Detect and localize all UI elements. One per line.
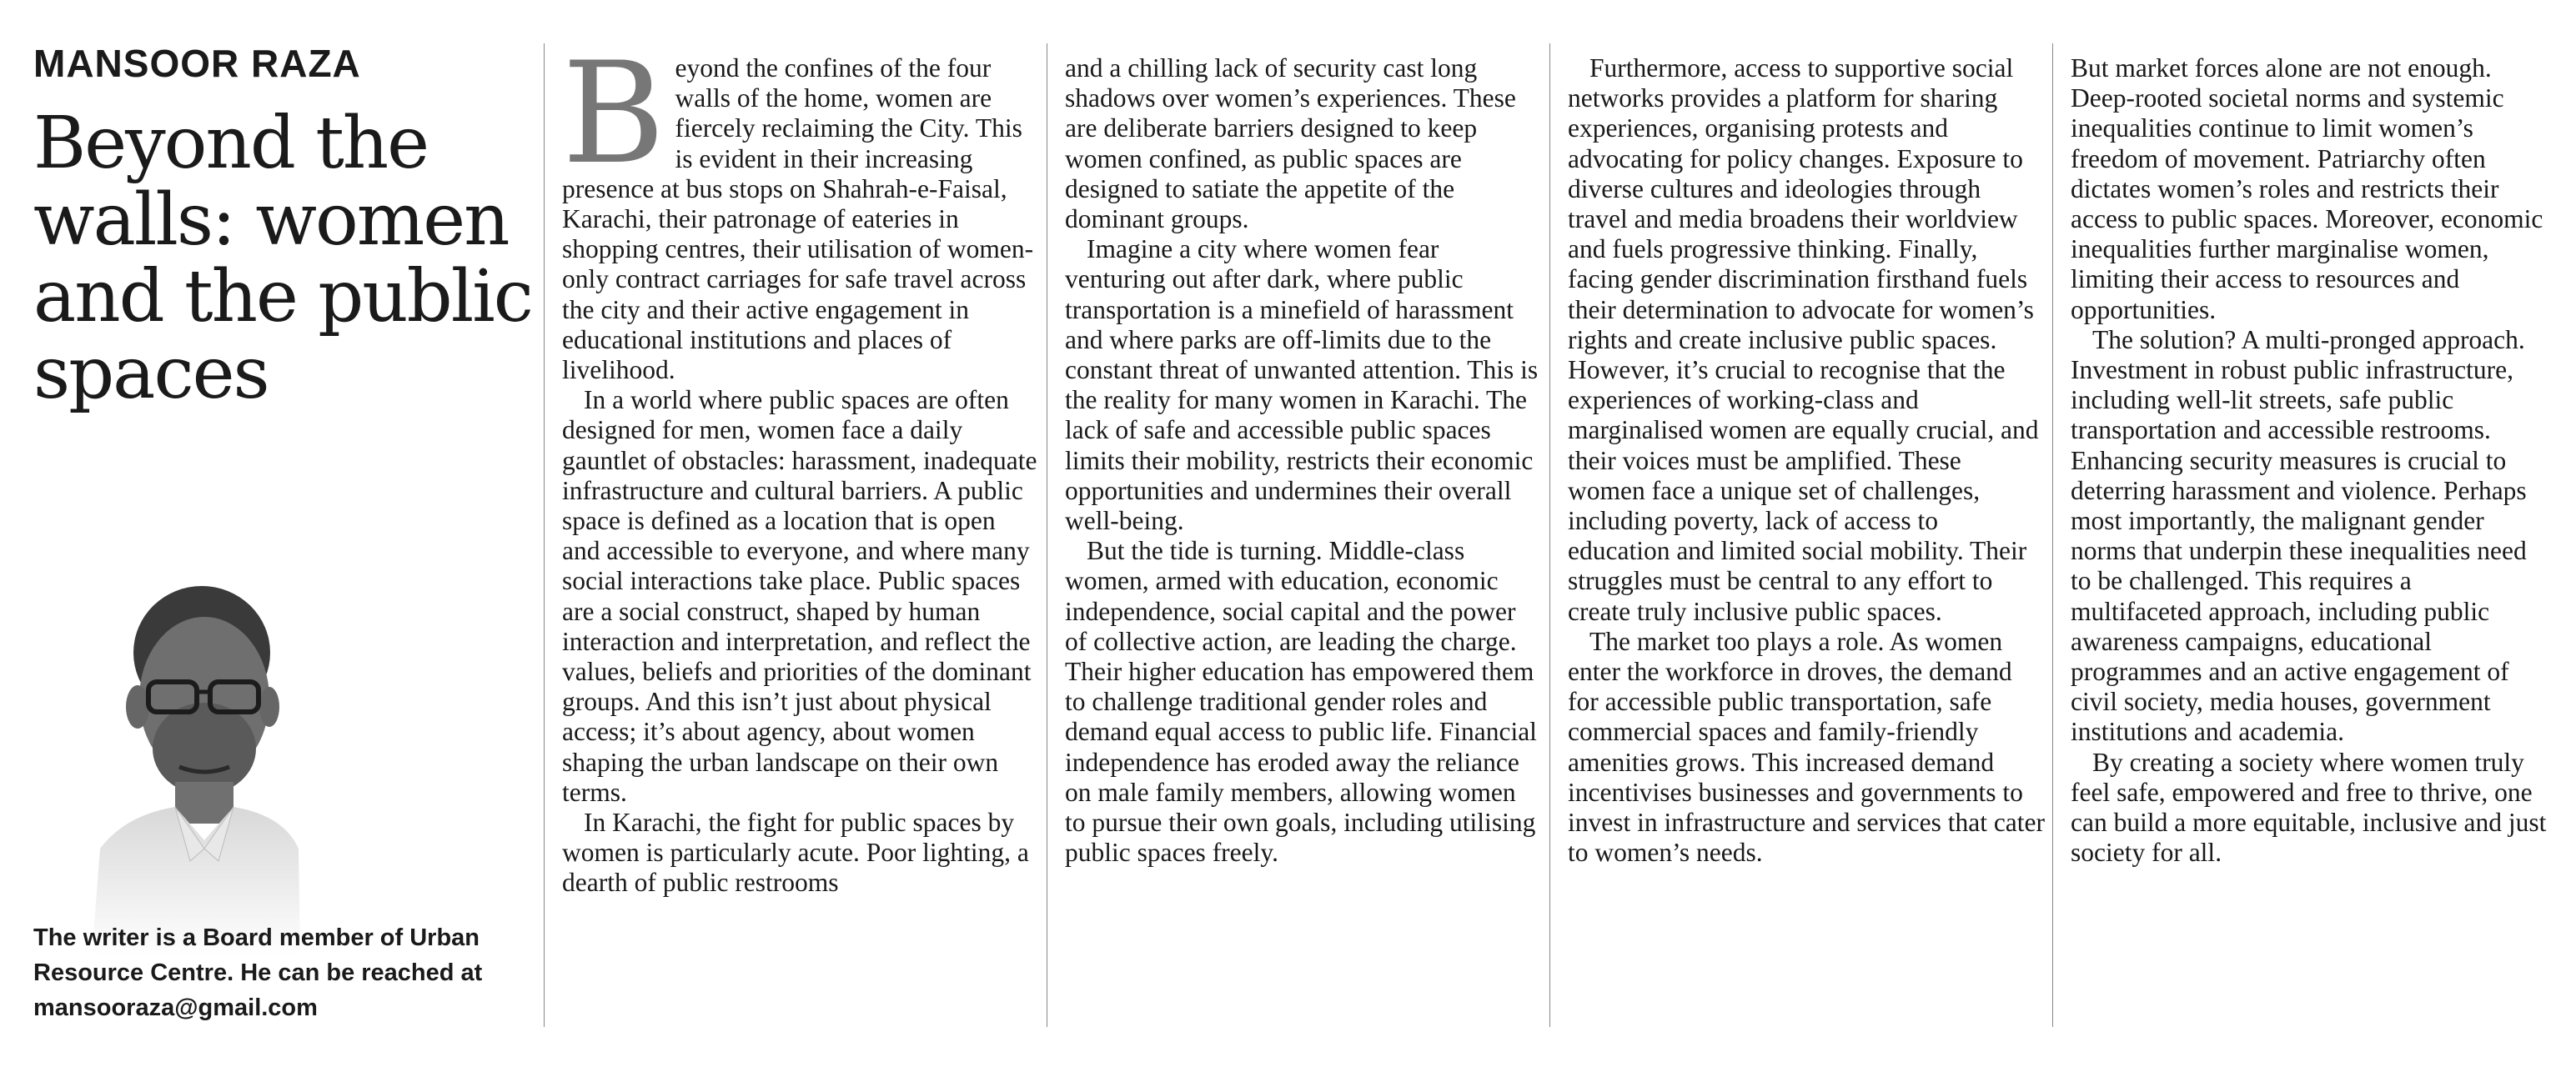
headline: Beyond the walls: women and the public spaces [33, 102, 532, 415]
paragraph: But the tide is turning. Middle-class women, armed with education, economic independence, social capital and the power of collective action, are leading the charge. Their higher education has empowered them to challenge traditional gender roles and demand equal access to public life. Financial independence has eroded away the reliance on male family members, allowing women to pursue their own goals, including utilising public spaces freely. [1065, 536, 1537, 868]
paragraph: and a chilling lack of security cast long shadows over women’s experiences. These are deliberate barriers designed to keep women confined, as public spaces are designed to satiate the appetite of the dominant groups. [1065, 53, 1516, 234]
paragraph: The market too plays a role. As women enter the workforce in droves, the demand for accessible public transportation, safe commercial spaces and family-friendly amenities grows. This increased demand incentivises businesses and governments to invest in infrastructure and services that cater to women’s needs. [1568, 626, 2046, 868]
column-rule [544, 43, 545, 1027]
article-sidebar [33, 40, 534, 1040]
article-column-2 [1065, 53, 1542, 1029]
paragraph: Beyond the confines of the four walls of the home, women are fiercely reclaiming the City. This is evident in their increasing presence at bus stops on Shahrah-e-Faisal, Karachi, their patronage of eateries in shopping centres, their utilisation of women-only contract carriages for safe travel across the city and their active engagement in educational institutions and places of livelihood. [562, 32, 1034, 385]
paragraph: By creating a society where women truly feel safe, empowered and free to thrive, one can build a more equitable, inclusive and just society for all. [2071, 747, 2547, 868]
author-portrait [92, 574, 300, 957]
article-column-4 [2071, 53, 2548, 1029]
paragraph: The solution? A multi-pronged approach. Investment in robust public infrastructure, including well-lit streets, safe public transportation and accessible restrooms. Enhancing security measures is crucial to deterring harassment and violence. Perhaps most importantly, the malignant gender norms that underpin these inequalities need to be challenged. This requires a multifaceted approach, including public awareness campaigns, educational programmes and an active engagement of civil society, media houses, government institutions and academia. [2071, 324, 2527, 747]
paragraph: Furthermore, access to supportive social networks provides a platform for sharing experiences, organising protests and advocating for policy changes. Exposure to diverse cultures and ideologies through travel and media broadens their worldview and fuels progressive thinking. Finally, facing gender discrimination firsthand fuels their determination to advocate for women’s rights and create inclusive public spaces. However, it’s crucial to recognise that the experiences of working-class and marginalised women are equally crucial, and their voices must be amplified. These women face a unique set of challenges, including poverty, lack of access to education and limited social mobility. Their struggles must be central to any effort to create truly inclusive public spaces. [1568, 53, 2039, 626]
article-column-3 [1568, 53, 2045, 1029]
column-rule [2052, 43, 2053, 1027]
column-rule [1549, 43, 1550, 1027]
paragraph: In a world where public spaces are often designed for men, women face a daily gauntlet of obstacles: harassment, inadequate infrastructure and cultural barriers. A public space is defined as a location that is open and accessible to everyone, and where many social interactions take place. Public spaces are a social construct, shaped by human interaction and interpretation, and reflect the values, beliefs and priorities of the dominant groups. And this isn’t just about physical access; it’s about agency, about women shaping the urban landscape on their own terms. [562, 385, 1037, 807]
paragraph: In Karachi, the fight for public spaces by women is particularly acute. Poor lighting, a dearth of public restrooms [562, 808, 1029, 898]
paragraph: Imagine a city where women fear venturing out after dark, where public transportation is a minefield of harassment and where parks are off-limits due to the constant threat of unwanted attention. This is the reality for many women in Karachi. The lack of safe and accessible public spaces limits their mobility, restricts their economic opportunities and undermines their overall well-being. [1065, 234, 1539, 536]
author-name: MANSOOR RAZA [33, 42, 361, 85]
author-bio: The writer is a Board member of Urban Resource Centre. He can be reached at mansooraza@gmail.com [33, 924, 483, 1021]
article-column-1 [562, 32, 1039, 1029]
paragraph: But market forces alone are not enough. Deep-rooted societal norms and systemic inequalities continue to limit women’s freedom of movement. Patriarchy often dictates women’s roles and restricts their access to public spaces. Moreover, economic inequalities further marginalise women, limiting their access to resources and opportunities. [2071, 53, 2543, 324]
drop-cap: B [562, 32, 665, 195]
